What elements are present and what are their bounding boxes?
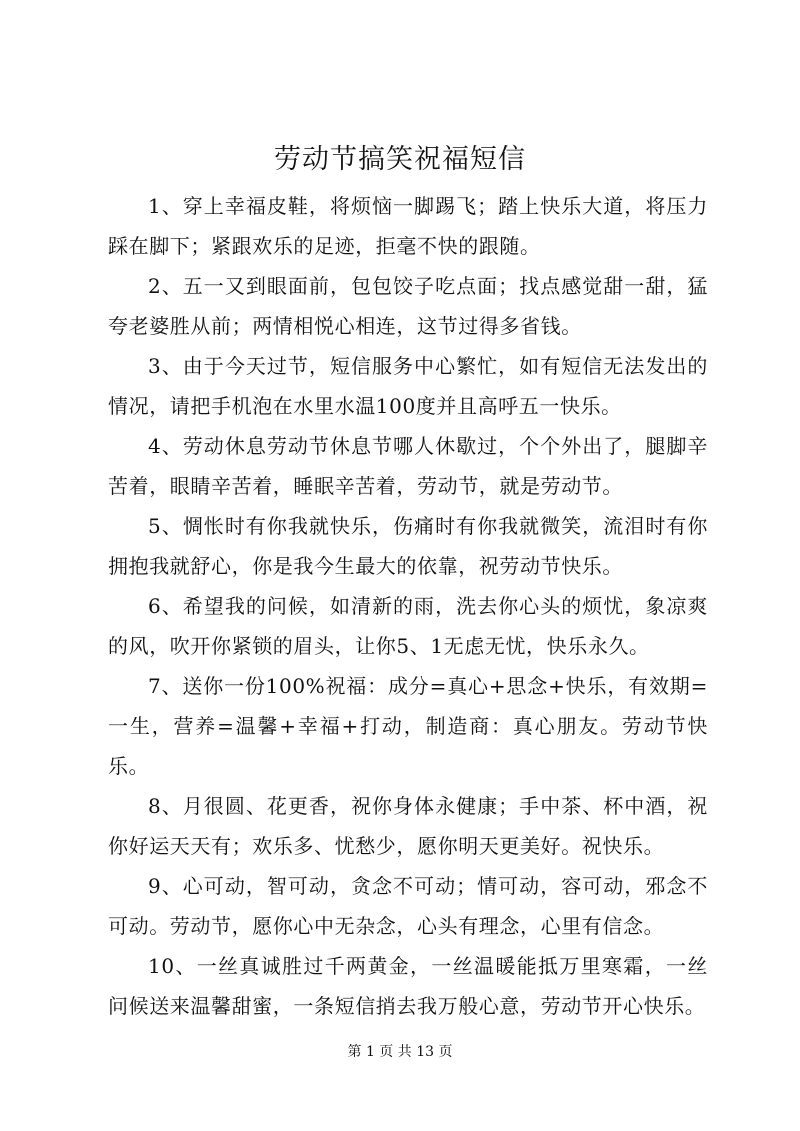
page-footer: 第 1 页 共 13 页 <box>347 1044 453 1060</box>
paragraph-10: 10、一丝真诚胜过千两黄金，一丝温暖能抵万里寒霜，一丝问候送来温馨甜蜜，一条短信捎去我万般心意，劳动节开心快乐。 <box>108 954 708 1018</box>
document-body <box>108 186 708 1026</box>
paragraph-8: 8、月很圆、花更香，祝你身体永健康；手中茶、杯中酒，祝你好运天天有；欢乐多、忧愁少，愿你明天更美好。祝快乐。 <box>108 794 708 858</box>
paragraph-3: 3、由于今天过节，短信服务中心繁忙，如有短信无法发出的情况，请把手机泡在水里水温100度并且高呼五一快乐。 <box>108 354 708 418</box>
paragraph-4: 4、劳动休息劳动节休息节哪人休歇过，个个外出了，腿脚辛苦着，眼睛辛苦着，睡眠辛苦着，劳动节，就是劳动节。 <box>108 434 708 498</box>
paragraph-5: 5、惆怅时有你我就快乐，伤痛时有你我就微笑，流泪时有你拥抱我就舒心，你是我今生最大的依靠，祝劳动节快乐。 <box>108 514 708 578</box>
paragraph-2: 2、五一又到眼面前，包包饺子吃点面；找点感觉甜一甜，猛夸老婆胜从前；两情相悦心相连，这节过得多省钱。 <box>108 274 708 338</box>
paragraph-9: 9、心可动，智可动，贪念不可动；情可动，容可动，邪念不可动。劳动节，愿你心中无杂念，心头有理念，心里有信念。 <box>108 874 708 938</box>
paragraph-6: 6、希望我的问候，如清新的雨，洗去你心头的烦忧，象凉爽的风，吹开你紧锁的眉头，让你5、1无虑无忧，快乐永久。 <box>108 594 708 658</box>
paragraph-1: 1、穿上幸福皮鞋，将烦恼一脚踢飞；踏上快乐大道，将压力踩在脚下；紧跟欢乐的足迹，拒毫不快的跟随。 <box>108 194 708 258</box>
paragraph-7: 7、送你一份100%祝福：成分=真心+思念+快乐，有效期=一生，营养=温馨+幸福+打动，制造商：真心朋友。劳动节快乐。 <box>108 674 708 778</box>
document-title: 劳动节搞笑祝福短信 <box>274 144 526 175</box>
